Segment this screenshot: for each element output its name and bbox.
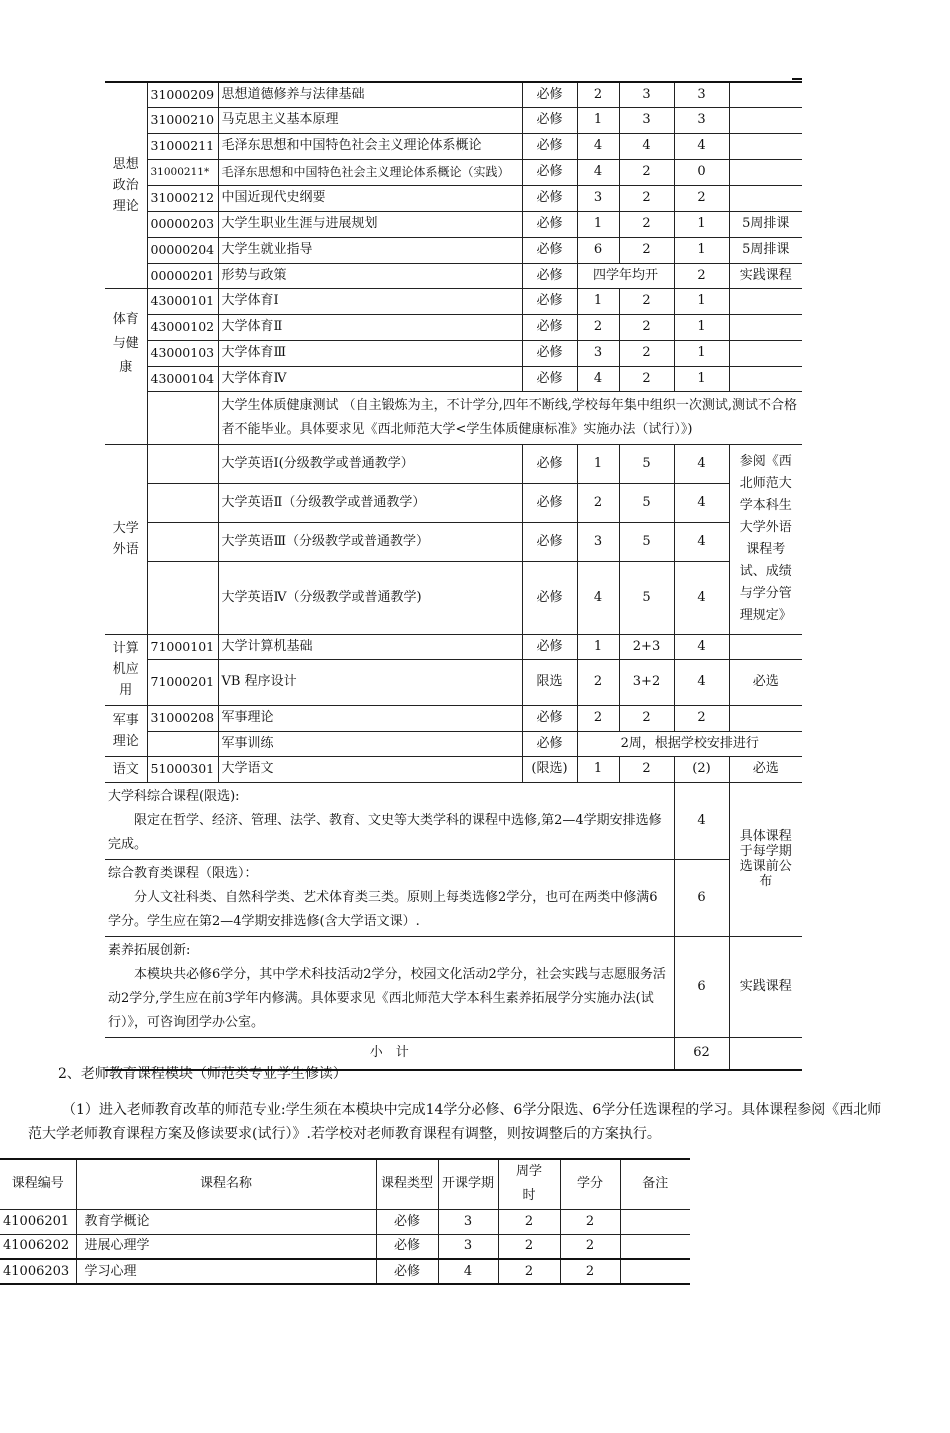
course-term: 1: [577, 756, 619, 782]
course-term: 2: [577, 314, 619, 340]
course-hours: 2: [498, 1234, 560, 1259]
course-name: 大学计算机基础: [218, 634, 522, 659]
course-term: 2: [577, 82, 619, 107]
course-code: [147, 522, 218, 561]
course-hours: 2: [619, 314, 674, 340]
course-term: 3: [577, 185, 619, 211]
course-credit: 2: [674, 185, 729, 211]
table-row: [105, 731, 802, 756]
table-row: [105, 659, 802, 705]
course-term: 2: [577, 483, 619, 522]
course-credit: 3: [674, 82, 729, 107]
course-note: [729, 288, 802, 314]
quality-course-block: [105, 936, 674, 1037]
course-type: 必修: [376, 1234, 438, 1259]
course-name: 大学英语Ⅲ（分级教学或普通教学）: [218, 522, 522, 561]
course-hours: 5: [619, 444, 674, 483]
course-term: 2: [577, 705, 619, 731]
table-row: [0, 1209, 690, 1234]
fitness-test-note: 大学生体质健康测试 （自主锻炼为主，不计学分,四年不断线,学校每年集中组织一次测试,测试不合格者不能毕业。具体要求见《西北师范大学<学生体质健康标准》实施办法（试行）》): [218, 391, 802, 444]
course-name: 教育学概论: [76, 1209, 376, 1234]
course-credit: 0: [674, 159, 729, 185]
course-note: [620, 1209, 690, 1234]
course-term: 4: [577, 133, 619, 159]
header-type: 课程类型: [376, 1159, 438, 1209]
course-note: 实践课程: [729, 263, 802, 288]
category-computer: 计算机应用: [105, 634, 147, 705]
course-note: [729, 159, 802, 185]
course-code: 00000204: [147, 237, 218, 263]
course-code: 31000209: [147, 82, 218, 107]
course-code: [147, 444, 218, 483]
course-credit: 4: [674, 782, 729, 859]
course-type: 必修: [522, 237, 577, 263]
course-code: [147, 561, 218, 634]
course-name: 大学语文: [218, 756, 522, 782]
course-type: 限选: [522, 659, 577, 705]
section-heading: 2、老师教育课程模块（师范类专业学生修读）: [58, 1066, 347, 1082]
course-name: 大学英语Ⅳ（分级教学或普通教学): [218, 561, 522, 634]
course-note: [729, 107, 802, 133]
course-hours: 2: [619, 159, 674, 185]
course-credit: 1: [674, 288, 729, 314]
course-type: 必修: [522, 522, 577, 561]
course-code: 41006201: [0, 1209, 76, 1234]
course-hours: 5: [619, 483, 674, 522]
course-type: 必修: [522, 366, 577, 391]
course-name: 军事训练: [218, 731, 522, 756]
course-hours: 2: [619, 705, 674, 731]
course-term: 3: [577, 340, 619, 366]
course-name: 进展心理学: [76, 1234, 376, 1259]
course-note: [729, 705, 802, 731]
course-name: 大学体育Ⅳ: [218, 366, 522, 391]
header-name: 课程名称: [76, 1159, 376, 1209]
block-title: 素养拓展创新:: [108, 942, 191, 958]
table-row: [105, 522, 802, 561]
category-pe: [105, 288, 147, 444]
comprehensive-course-block: [105, 859, 674, 936]
course-type: 必修: [522, 340, 577, 366]
course-credit: 4: [674, 634, 729, 659]
course-code: 71000101: [147, 634, 218, 659]
training-desc: 2周，根据学校安排进行: [577, 731, 802, 756]
general-course-table: [105, 81, 802, 1071]
course-note: [620, 1259, 690, 1284]
course-type: 必修: [522, 185, 577, 211]
course-note: [620, 1234, 690, 1259]
table-row: [105, 237, 802, 263]
course-name: 形势与政策: [218, 263, 522, 288]
course-term: 1: [577, 288, 619, 314]
course-type: 必修: [522, 314, 577, 340]
course-code: 31000210: [147, 107, 218, 133]
category-english: 大学外语: [105, 444, 147, 634]
course-note: [729, 634, 802, 659]
table-row: [105, 340, 802, 366]
course-code: [147, 731, 218, 756]
course-note: 实践课程: [729, 936, 802, 1037]
table-row: [105, 444, 802, 483]
course-code: 43000103: [147, 340, 218, 366]
course-note: 必选: [729, 659, 802, 705]
table-row: [105, 263, 802, 288]
table-row: [105, 561, 802, 634]
course-note: [729, 366, 802, 391]
course-type: 必修: [522, 483, 577, 522]
course-code: 43000102: [147, 314, 218, 340]
course-type: 必修: [522, 159, 577, 185]
course-code: 71000201: [147, 659, 218, 705]
course-name: 大学英语Ⅰ(分级教学或普通教学）: [218, 444, 522, 483]
course-code: 43000101: [147, 288, 218, 314]
course-code: 31000208: [147, 705, 218, 731]
course-code: [147, 483, 218, 522]
course-code: 00000203: [147, 211, 218, 237]
course-hours: 2: [619, 288, 674, 314]
course-term: 2: [577, 659, 619, 705]
table-row: [105, 107, 802, 133]
course-name: 大学生就业指导: [218, 237, 522, 263]
block-title: 综合教育类课程（限选）：: [108, 865, 258, 881]
block-body: 本模块共必修6学分，其中学术科技活动2学分，校园文化活动2学分，社会实践与志愿服务活动2学分,学生应在前3学年内修满。具体要求见《西北师范大学本科生素养拓展学分实施办法(试行）》，可咨询团学办公室。: [108, 966, 666, 1030]
course-term: 1: [577, 444, 619, 483]
course-code: 43000104: [147, 366, 218, 391]
table-row: [105, 159, 802, 185]
course-credit: 4: [674, 444, 729, 483]
table-row: [105, 782, 802, 859]
course-note: [729, 1037, 802, 1070]
course-code: 41006202: [0, 1234, 76, 1259]
subtotal-label: 小 计: [105, 1037, 674, 1070]
course-hours: 5: [619, 522, 674, 561]
course-credit: 1: [674, 314, 729, 340]
course-name: 军事理论: [218, 705, 522, 731]
course-term: 6: [577, 237, 619, 263]
course-hours: 2: [619, 756, 674, 782]
table-row: [105, 314, 802, 340]
course-name: VB 程序设计: [218, 659, 522, 705]
course-note: [729, 82, 802, 107]
corner-mark: [792, 78, 802, 80]
section-paragraph: （1）进入老师教育改革的师范专业:学生须在本模块中完成14学分必修、6学分限选、6学分任选课程的学习。具体课程参阅《西北师范大学老师教育课程方案及修读要求(试行）》.若学校对老师教育课程有调整，则按调整后的方案执行。: [28, 1102, 882, 1142]
course-type: 必修: [522, 731, 577, 756]
course-credit: 2: [674, 263, 729, 288]
course-code: [147, 391, 218, 444]
course-credit: 2: [674, 705, 729, 731]
course-term: 4: [438, 1259, 498, 1284]
table-row: [105, 483, 802, 522]
block-body: 分人文社科类、自然科学类、艺术体育类三类。原则上每类选修2学分，也可在两类中修满6学分。学生应在第2—4学期安排选修(含大学语文课）.: [108, 889, 658, 929]
course-name: 大学生职业生涯与进展规划: [218, 211, 522, 237]
course-credit: 6: [674, 936, 729, 1037]
category-politics: 思想政治理论: [105, 82, 147, 288]
course-hours: 3: [619, 107, 674, 133]
course-type: 必修: [522, 561, 577, 634]
category-military: 军事理论: [105, 705, 147, 756]
course-term: 1: [577, 211, 619, 237]
general-note: 具体课程于每学期选课前公布: [729, 782, 802, 936]
table-header-row: [0, 1159, 690, 1209]
course-hours: 2: [498, 1209, 560, 1234]
course-type: 必修: [522, 444, 577, 483]
course-term: 4: [577, 561, 619, 634]
header-hours: 周学时: [498, 1159, 560, 1209]
course-credit: 2: [560, 1234, 620, 1259]
course-code: 31000211*: [147, 159, 218, 185]
course-hours: 2: [619, 237, 674, 263]
course-name: 马克思主义基本原理: [218, 107, 522, 133]
course-hours: 2: [498, 1259, 560, 1284]
course-hours: 3+2: [619, 659, 674, 705]
course-code: 31000211: [147, 133, 218, 159]
course-note: [729, 185, 802, 211]
table-row: [105, 936, 802, 1037]
course-name: 学习心理: [76, 1259, 376, 1284]
course-credit: 4: [674, 522, 729, 561]
header-term: 开课学期: [438, 1159, 498, 1209]
course-type: 必修: [376, 1259, 438, 1284]
english-note: 参阅《西北师范大学本科生大学外语课程考试、成绩与学分管理规定》: [729, 444, 802, 634]
course-credit: 4: [674, 483, 729, 522]
block-title: 大学科综合课程(限选):: [108, 788, 240, 804]
course-note: [729, 133, 802, 159]
course-term-hours: 四学年均开: [577, 263, 674, 288]
course-note: [729, 340, 802, 366]
course-hours: 4: [619, 133, 674, 159]
course-type: 必修: [522, 211, 577, 237]
course-term: 3: [438, 1234, 498, 1259]
block-body: 限定在哲学、经济、管理、法学、教育、文史等大类学科的课程中选修,第2—4学期安排选修完成。: [108, 812, 662, 852]
table-row: [0, 1259, 690, 1284]
course-name: 大学英语Ⅱ（分级教学或普通教学）: [218, 483, 522, 522]
course-hours: 2+3: [619, 634, 674, 659]
course-type: 必修: [522, 705, 577, 731]
course-type: 必修: [522, 82, 577, 107]
table-row: [105, 185, 802, 211]
course-credit: 2: [560, 1209, 620, 1234]
course-credit: (2): [674, 756, 729, 782]
course-note: 5周排课: [729, 211, 802, 237]
header-note: 备注: [620, 1159, 690, 1209]
course-credit: 4: [674, 561, 729, 634]
teacher-course-table: [0, 1158, 690, 1285]
course-type: 必修: [522, 288, 577, 314]
course-note: 必选: [729, 756, 802, 782]
course-credit: 1: [674, 211, 729, 237]
course-credit: 3: [674, 107, 729, 133]
course-credit: 1: [674, 340, 729, 366]
table-row: [105, 366, 802, 391]
course-term: 4: [577, 366, 619, 391]
header-code: 课程编号: [0, 1159, 76, 1209]
course-credit: 2: [560, 1259, 620, 1284]
course-name: 毛泽东思想和中国特色社会主义理论体系概论: [218, 133, 522, 159]
course-name: 大学体育Ⅲ: [218, 340, 522, 366]
course-term: 1: [577, 634, 619, 659]
table-row: [105, 288, 802, 314]
course-term: 3: [438, 1209, 498, 1234]
course-name: 毛泽东思想和中国特色社会主义理论体系概论（实践）: [218, 159, 522, 185]
course-hours: 2: [619, 340, 674, 366]
table-row: [105, 756, 802, 782]
course-type: 必修: [522, 133, 577, 159]
course-hours: 5: [619, 561, 674, 634]
general-course-block: [105, 782, 674, 859]
header-credit: 学分: [560, 1159, 620, 1209]
course-hours: 2: [619, 185, 674, 211]
table-row: [105, 705, 802, 731]
course-credit: 1: [674, 366, 729, 391]
course-hours: 2: [619, 366, 674, 391]
table-row: [105, 82, 802, 107]
course-credit: 6: [674, 859, 729, 936]
course-code: 51000301: [147, 756, 218, 782]
table-row: [105, 859, 802, 936]
course-type: (限选): [522, 756, 577, 782]
course-term: 3: [577, 522, 619, 561]
course-type: 必修: [376, 1209, 438, 1234]
course-credit: 4: [674, 659, 729, 705]
category-chinese: 语文: [105, 756, 147, 782]
course-credit: 4: [674, 133, 729, 159]
course-name: 思想道德修养与法律基础: [218, 82, 522, 107]
course-type: 必修: [522, 263, 577, 288]
course-name: 大学体育Ⅰ: [218, 288, 522, 314]
course-code: 00000201: [147, 263, 218, 288]
course-credit: 1: [674, 237, 729, 263]
course-note: [729, 314, 802, 340]
course-hours: 3: [619, 82, 674, 107]
subtotal-credit: 62: [674, 1037, 729, 1070]
table-row: [105, 634, 802, 659]
course-term: 1: [577, 107, 619, 133]
course-hours: 2: [619, 211, 674, 237]
course-term: 4: [577, 159, 619, 185]
course-code: 41006203: [0, 1259, 76, 1284]
table-row: [105, 133, 802, 159]
course-type: 必修: [522, 107, 577, 133]
course-note: 5周排课: [729, 237, 802, 263]
course-code: 31000212: [147, 185, 218, 211]
table-row: [105, 391, 802, 444]
table-row: [0, 1234, 690, 1259]
category-label: 体育与健康: [112, 312, 139, 375]
course-name: 大学体育Ⅱ: [218, 314, 522, 340]
course-name: 中国近现代史纲要: [218, 185, 522, 211]
course-type: 必修: [522, 634, 577, 659]
table-row: [105, 211, 802, 237]
